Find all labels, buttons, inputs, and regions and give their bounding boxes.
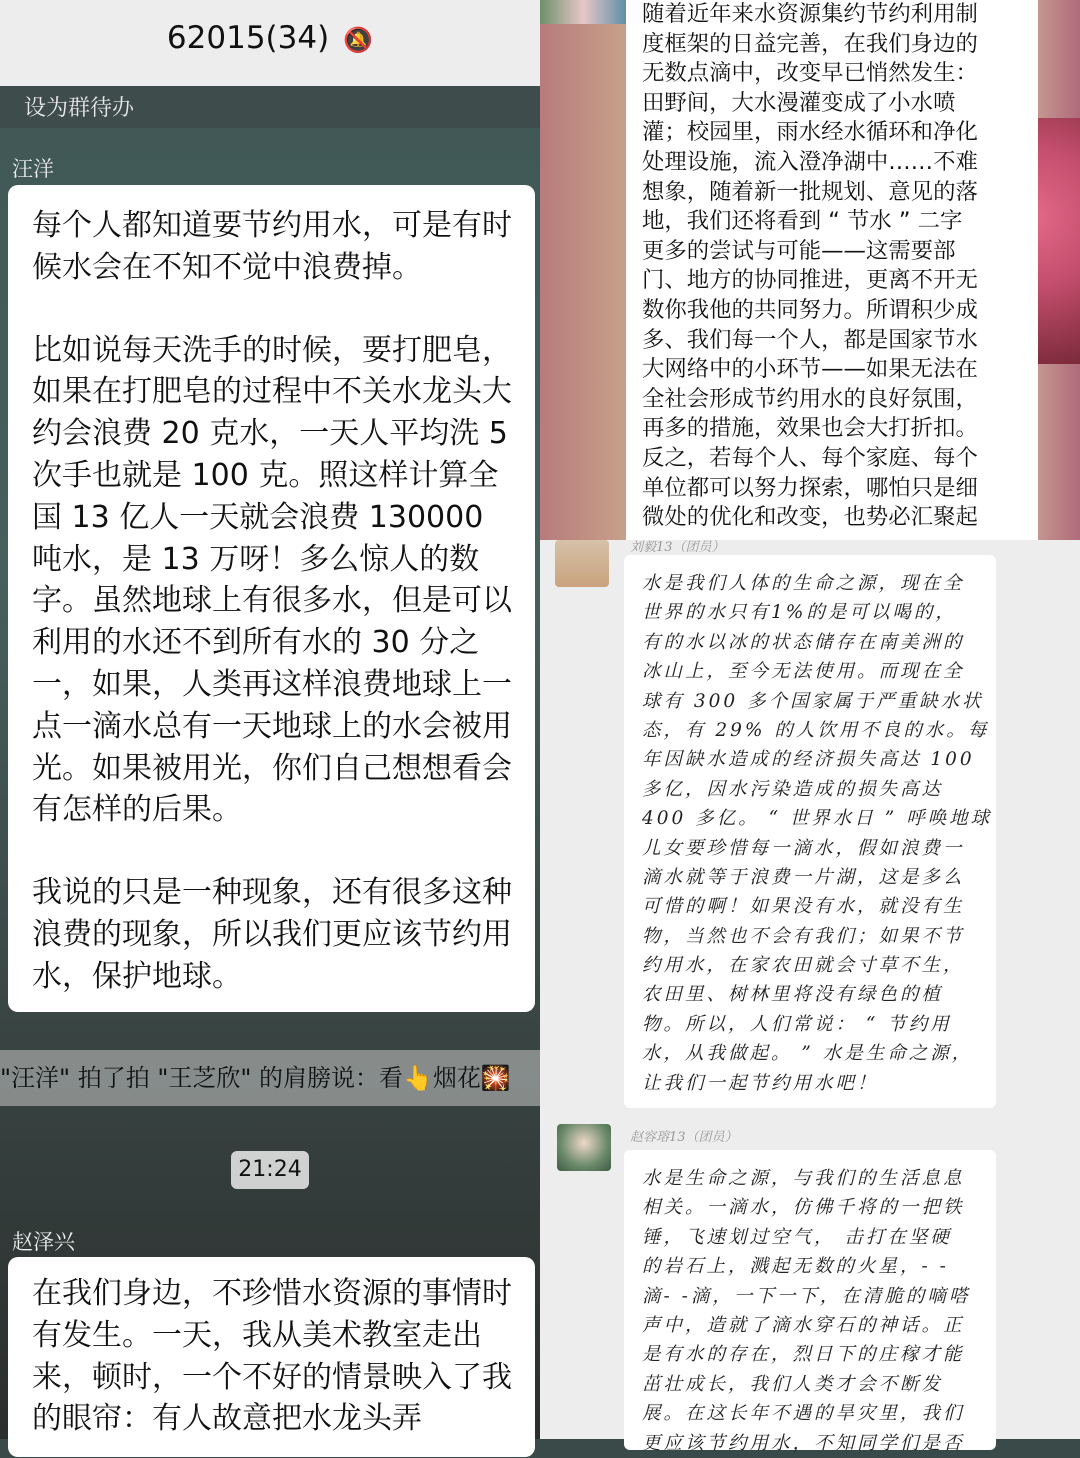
- timestamp: 21:24: [231, 1151, 309, 1189]
- message-bubble[interactable]: [8, 1257, 535, 1457]
- text-line: 大网络中的小环节——如果无法在: [642, 356, 978, 383]
- message-bubble[interactable]: [8, 185, 535, 1012]
- text-line: 球有 300 多个国家属于严重缺水状: [642, 690, 984, 712]
- text-line: 年因缺水造成的经济损失高达 100: [642, 749, 975, 771]
- text-line: 态，有 29% 的人饮用不良的水。每: [642, 719, 990, 741]
- text-line: 无数点滴中，改变早已悄然发生：: [642, 60, 978, 87]
- text-line: 多亿，因水污染造成的损失高达: [642, 778, 944, 800]
- pin-todo-bar[interactable]: [0, 86, 540, 128]
- text-line: 再多的措施，效果也会大打折扣。: [642, 415, 978, 442]
- text-line: 地，我们还将看到 “ 节水 ” 二字: [642, 208, 963, 235]
- sender-name: 赵泽兴: [12, 1230, 75, 1254]
- handwritten-message-bubble[interactable]: [624, 1150, 996, 1454]
- pat-system-message: "汪洋" 拍了拍 "王芝欣" 的肩膀说：看👆烟花🎇: [0, 1050, 540, 1106]
- message-paragraph: 在我们身边，不珍惜水资源的事情时有发生。一天，我从美术教室走出来，顿时，一个不好的情景映入了我的眼帘：有人故意把水龙头弄: [32, 1276, 512, 1437]
- text-line: 农田里、树林里将没有绿色的植: [642, 984, 944, 1006]
- article-text-card: [626, 0, 1038, 540]
- text-line: 物。所以，人们常说： “ 节约用: [642, 1013, 952, 1035]
- text-line: 冰山上，至今无法使用。而现在全: [642, 661, 965, 683]
- mute-bell-icon: 🔕: [343, 26, 374, 54]
- handwritten-message-bubble[interactable]: [624, 555, 996, 1108]
- message-paragraph: 我说的只是一种现象，还有很多这种浪费的现象，所以我们更应该节约用水，保护地球。: [32, 875, 512, 994]
- text-line: 声中，造就了滴水穿石的神话。正: [642, 1314, 965, 1336]
- text-line: 单位都可以努力探索，哪怕只是细: [642, 474, 978, 501]
- avatar: [540, 0, 626, 24]
- handwritten-chat-screenshot: [540, 540, 1080, 1454]
- text-line: 400 多亿。 “ 世界水日 ” 呼唤地球: [642, 808, 993, 830]
- text-line: 灌；校园里，雨水经水循环和净化: [642, 119, 978, 146]
- text-line: 水是我们人体的生命之源，现在全: [642, 573, 965, 594]
- text-line: 多、我们每一个人，都是国家节水: [642, 326, 978, 353]
- text-line: 相关。一滴水，仿佛千将的一把铁: [642, 1197, 965, 1219]
- text-line: 度框架的日益完善，在我们身边的: [642, 30, 978, 57]
- chat-title-text: 62015(34): [166, 20, 330, 56]
- text-line: 门、地方的协同推进，更离不开无: [642, 267, 978, 294]
- text-line: 更应该节约用水，不知同学们是否: [642, 1432, 965, 1454]
- article-screenshot: [540, 0, 1080, 540]
- text-line: 是有水的存在，烈日下的庄稼才能: [642, 1344, 965, 1366]
- text-line: 儿女要珍惜每一滴水，假如浪费一: [642, 837, 965, 859]
- text-line: 滴- -滴，一下一下，在清脆的嘀嗒: [642, 1285, 971, 1307]
- text-line: 处理设施，流入澄净湖中……不难: [642, 148, 978, 175]
- text-line: 有的水以冰的状态储存在南美洲的: [642, 631, 965, 653]
- pin-todo-label: 设为群待办: [24, 96, 135, 121]
- text-line: 世界的水只有1%的是可以喝的，: [642, 602, 957, 624]
- text-line: 想象，随着新一批规划、意见的落: [642, 178, 978, 205]
- chat-title[interactable]: [0, 20, 540, 56]
- text-line: 微处的优化和改变，也势必汇聚起: [642, 504, 978, 531]
- text-line: 让我们一起节约用水吧！: [642, 1072, 879, 1094]
- text-line: 约用水，在家农田就会寸草不生，: [642, 955, 965, 977]
- sender-name: 赵容瑢13（团员）: [630, 1130, 738, 1145]
- text-line: 的岩石上，溅起无数的火星，- -: [642, 1256, 949, 1278]
- chat-screenshot-left: [0, 0, 540, 1439]
- message-paragraph: 每个人都知道要节约用水，可是有时候水会在不知不觉中浪费掉。: [32, 208, 512, 285]
- text-line: 反之，若每个人、每个家庭、每个: [642, 444, 978, 471]
- text-line: 可惜的啊！如果没有水，就没有生: [642, 896, 965, 918]
- text-line: 全社会形成节约用水的良好氛围，: [642, 385, 978, 412]
- text-line: 物，当然也不会有我们；如果不节: [642, 925, 965, 947]
- text-line: 展。在这长年不遇的旱灾里，我们: [642, 1403, 965, 1425]
- text-line: 随着近年来水资源集约节约利用制: [642, 1, 978, 27]
- sender-name: 汪洋: [12, 157, 54, 181]
- text-line: 锤，飞速划过空气， 击打在坚硬: [642, 1226, 952, 1248]
- text-line: 水，从我做起。 ” 水是生命之源，: [642, 1043, 974, 1065]
- sender-name: 刘毅13（团员）: [630, 540, 725, 555]
- text-line: 更多的尝试与可能——这需要部: [642, 237, 956, 264]
- text-line: 滴水就等于浪费一片湖，这是多么: [642, 866, 965, 888]
- avatar[interactable]: [557, 1124, 611, 1171]
- text-line: 数你我他的共同努力。所谓积少成: [642, 296, 978, 323]
- message-paragraph: 比如说每天洗手的时候，要打肥皂，如果在打肥皂的过程中不关水龙头大约会浪费 20 克水，一天人平均洗 5 次手也就是 100 克。照这样计算全国 13 亿人一天就会浪费 130000 吨水，是 13 万呀！多么惊人的数字。虽然地球上有很多水，但是可以利用的水还不到所有水的 30 分之一，如果，人类再这样浪费地球上一点一滴水总有一天地球上的水会被用光。如果被用光，你们自己想想看会有怎样的后果。: [32, 332, 512, 828]
- text-line: 水是生命之源，与我们的生活息息: [642, 1168, 965, 1189]
- text-line: 茁壮成长，我们人类才会不断发: [642, 1373, 944, 1395]
- chat-header: [0, 0, 540, 86]
- avatar[interactable]: [555, 540, 609, 587]
- text-line: 田野间，大水漫灌变成了小水喷: [642, 89, 956, 116]
